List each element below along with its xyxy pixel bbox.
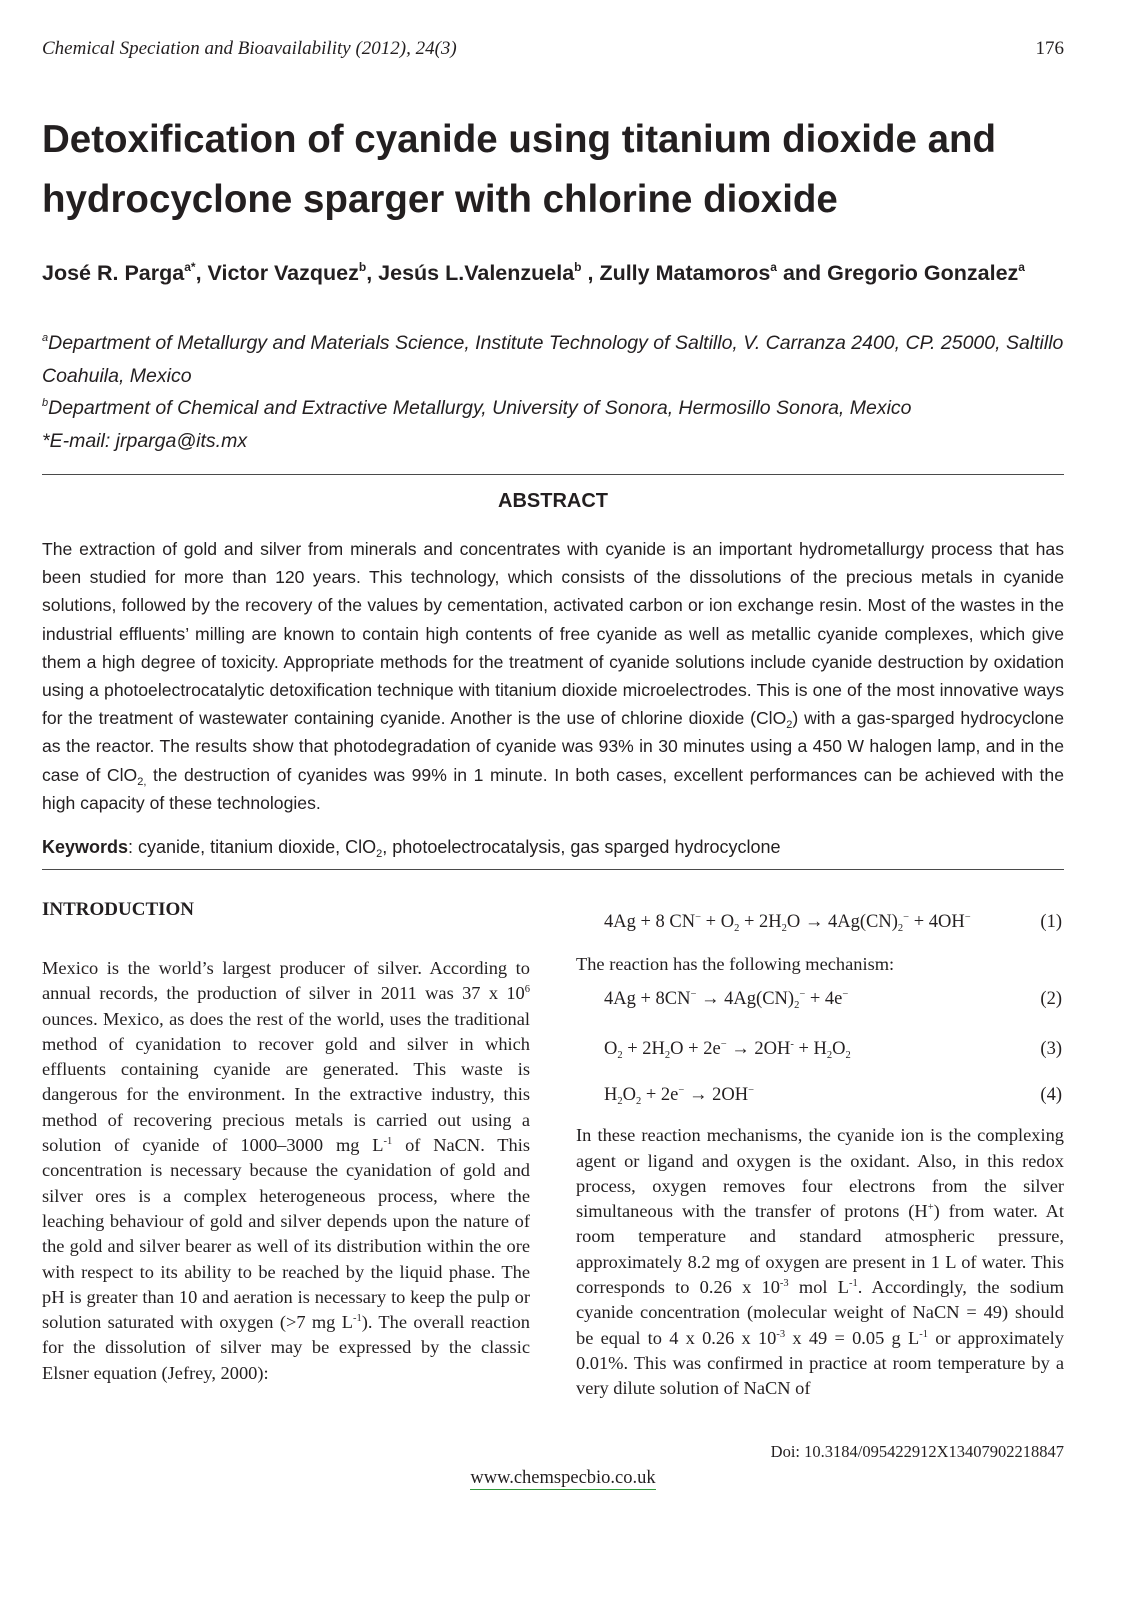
equation-number: (1) — [1040, 912, 1062, 932]
affiliation-mark: b — [42, 397, 49, 409]
left-column — [42, 896, 530, 1386]
running-header — [42, 38, 1084, 66]
divider-top — [42, 474, 1064, 475]
equation-number: (2) — [1040, 989, 1062, 1010]
doi: Doi: 10.3184/095422912X13407902218847 — [770, 1442, 1064, 1461]
equation-body: $O_2 + 2H_2O + 2e^- \to 2OH^- + H_2O_2$ — [604, 1039, 851, 1062]
author: Victor Vazquez — [207, 261, 359, 285]
journal-website — [0, 1468, 1126, 1489]
author-separator: , — [195, 261, 208, 285]
equation-3 — [576, 1039, 1064, 1065]
equation-number: (4) — [1040, 1085, 1062, 1106]
author: Zully Matamoros — [599, 261, 771, 285]
author: José R. Parga — [42, 261, 185, 285]
journal-citation: Chemical Speciation and Bioavailability (2012), 24(3) — [42, 38, 457, 59]
divider-bottom — [42, 869, 1064, 870]
keywords-label: Keywords — [42, 837, 129, 857]
author-list — [42, 256, 1082, 290]
affiliation-text: Department of Metallurgy and Materials Science, Institute Technology of Saltillo, V. Carranza 2400, CP. 25000, Saltillo Coahuila, Mexico — [42, 332, 1064, 387]
right-column — [576, 912, 1064, 1402]
affiliations — [42, 327, 1082, 457]
author: Gregorio Gonzalez — [827, 261, 1019, 285]
affiliation-text: Department of Chemical and Extractive Metallurgy, University of Sonora, Hermosillo Sonora, Mexico — [48, 397, 912, 419]
corresponding-email: *E-mail: jrparga@its.mx — [42, 429, 248, 452]
paragraph-text: ounces. Mexico, as does the rest of the world, uses the traditional method of cyanidation to recover gold and silver in which effluents containing cyanide are generated. This waste is dangerous for the environment. In the extractive industry, this method of recovering precious metals is carried out using a solution of cyanide of 1000–3000 mg L — [42, 1008, 530, 1156]
affiliation-b — [42, 392, 1082, 425]
equation-body: $H_2O_2 + 2e^- \to 2OH^-$ — [604, 1085, 754, 1108]
abstract-text: the destruction of cyanides was 99% in 1 minute. In both cases, excellent performances can be achieved with the high capacity of these technologies. — [42, 764, 1064, 813]
keywords-text: , photoelectrocatalysis, gas sparged hydrocyclone — [382, 837, 781, 857]
subscript: 2, — [137, 775, 147, 788]
author-separator: , — [581, 261, 600, 285]
author-affiliation-mark: a — [1018, 260, 1025, 274]
abstract-body — [42, 535, 1064, 817]
introduction-paragraph — [42, 956, 530, 1386]
subscript: 2 — [786, 719, 793, 732]
paragraph-text: Mexico is the world’s largest producer of silver. According to annual records, the production of silver in 2011 was 37 x 10 — [42, 958, 530, 1004]
equation-number: (3) — [1040, 1039, 1062, 1060]
equation-1 — [576, 912, 1064, 938]
author-affiliation-mark: a — [770, 260, 777, 274]
paragraph-text: ). The overall reaction for the dissolution of silver may be expressed by the classic Elsner equation (Jefrey, 2000): — [42, 1312, 530, 1383]
author-affiliation-mark: b — [574, 260, 582, 274]
equation-2 — [576, 989, 1064, 1015]
section-heading-introduction: INTRODUCTION — [42, 899, 195, 920]
equation-body: $4Ag + 8CN^- \to 4Ag(CN)_2^- + 4e^-$ — [604, 989, 849, 1012]
keywords — [42, 833, 1064, 861]
author-affiliation-mark: a* — [184, 260, 196, 274]
author: Jesús L.Valenzuela — [378, 261, 575, 285]
page-number: 176 — [1035, 38, 1064, 59]
subscript: 2 — [376, 848, 383, 860]
article-title: Detoxification of cyanide using titanium dioxide and hydrocyclone sparger with chlorine dioxide — [42, 118, 997, 221]
mechanism-paragraph: In these reaction mechanisms, the cyanide ion is the complexing agent or ligand and oxygen is the oxidant. Also, in this redox process, oxygen removes four electrons from the silver simultaneous with the transfer of protons (H+) from water. At room temperature and standard atmospheric pressure, approximately 8.2 mg of oxygen are present in 1 L of water. This corresponds to 0.26 x $10^{-3}$ mol $L^{-1}$. Accordingly, the sodium cyanide concentration (molecular weight of NaCN = 49) should be equal to 4 x 0.26 x $10^{-3}$ x 49 = 0.05 g $L^{-1}$ or approximately 0.01%. This was confirmed in practice at room temperature by a very dilute solution of NaCN of — [576, 1125, 1065, 1399]
equation-4 — [576, 1085, 1064, 1111]
superscript: -1 — [383, 1136, 393, 1148]
affiliation-a — [42, 327, 1082, 392]
keywords-text: : cyanide, titanium dioxide, ClO — [128, 837, 377, 857]
author-separator: and — [776, 261, 828, 285]
website-link[interactable]: www.chemspecbio.co.uk — [470, 1468, 656, 1488]
abstract-text: The extraction of gold and silver from minerals and concentrates with cyanide is an important hydrometallurgy process that has been studied for more than 120 years. This technology, which consists of the dissolutions of the precious metals in cyanide solutions, followed by the recovery of the values by cementation, activated carbon or ion exchange resin. Most of the wastes in the industrial effluents’ milling are known to contain high contents of free cyanide as well as metallic cyanide complexes, which give them a high degree of toxicity. Appropriate methods for the treatment of cyanide solutions include cyanide destruction by oxidation using a photoelectrocatalytic detoxification technique with titanium dioxide microelectrodes. This is one of the most innovative ways for the treatment of wastewater containing cyanide. Another is the use of chlorine dioxide (ClO — [42, 539, 1064, 729]
author-separator: , — [366, 261, 379, 285]
superscript: -1 — [352, 1313, 362, 1325]
abstract-text: ) with a gas-sparged hydrocyclone as the reactor. The results show that photodegradation of cyanide was 93% in 30 minutes using a 450 W halogen lamp, and in the case of ClO — [42, 708, 1065, 785]
superscript: 6 — [524, 984, 530, 996]
paragraph-text: of NaCN. This concentration is necessary because the cyanidation of gold and silver ores is a complex heterogeneous process, where the leaching behaviour of gold and silver depends upon the nature of the gold and silver bearer as well of its distribution within the ore with respect to its ability to be reached by the liquid phase. The pH is greater than 10 and aeration is necessary to keep the pulp or solution saturated with oxygen (>7 mg L — [42, 1135, 530, 1333]
author-affiliation-mark: b — [358, 260, 367, 274]
abstract-heading: ABSTRACT — [498, 490, 608, 512]
equation-body: 4Ag + 8 $CN^- + O_2 + 2H_2O \to 4Ag(CN)_2^- + 4OH^-$ — [604, 912, 971, 934]
mechanism-intro: The reaction has the following mechanism: — [576, 954, 895, 974]
affiliation-mark: a — [42, 332, 49, 344]
